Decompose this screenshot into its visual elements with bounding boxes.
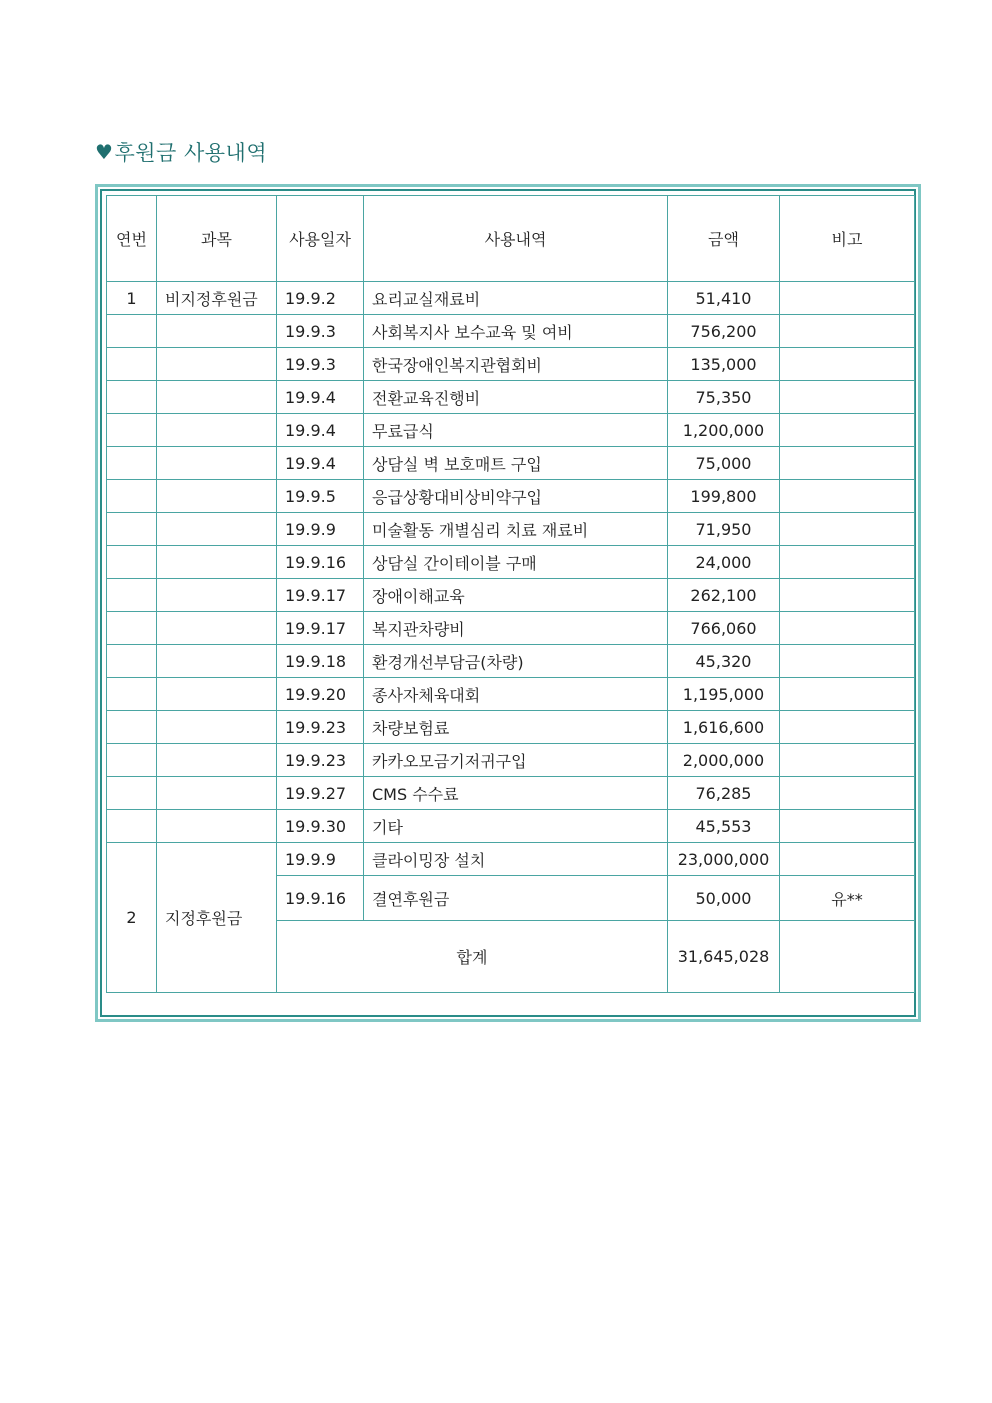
row-note [780,843,915,876]
row-desc: CMS 수수료 [364,777,668,810]
row-note [780,447,915,480]
row-subject-empty [157,810,277,843]
table-row [107,678,915,711]
heart-icon: ♥ [95,140,114,164]
row-date: 19.9.23 [277,744,364,777]
row-no-empty [107,447,157,480]
row-subject: 지정후원금 [157,843,277,993]
header-row [107,196,915,282]
header-desc: 사용내역 [364,196,668,282]
row-subject-empty [157,612,277,645]
row-no-empty [107,711,157,744]
row-note [780,612,915,645]
row-no-empty [107,678,157,711]
row-subject-empty [157,579,277,612]
row-no-empty [107,315,157,348]
row-amount: 76,285 [668,777,780,810]
row-note [780,645,915,678]
row-subject: 비지정후원금 [157,282,277,315]
row-date: 19.9.2 [277,282,364,315]
table-row [107,282,915,315]
table-row [107,810,915,843]
row-desc: 결연후원금 [364,876,668,921]
row-date: 19.9.9 [277,843,364,876]
row-note [780,810,915,843]
row-desc: 미술활동 개별심리 치료 재료비 [364,513,668,546]
table-row [107,381,915,414]
table-row [107,645,915,678]
row-amount: 75,000 [668,447,780,480]
table-row [107,546,915,579]
row-subject-empty [157,480,277,513]
row-no-empty [107,810,157,843]
row-desc: 종사자체육대회 [364,678,668,711]
row-amount: 45,320 [668,645,780,678]
row-subject-empty [157,678,277,711]
row-date: 19.9.4 [277,414,364,447]
row-no: 2 [107,843,157,993]
row-subject-empty [157,711,277,744]
row-desc: 기타 [364,810,668,843]
row-subject-empty [157,645,277,678]
row-note [780,480,915,513]
row-date: 19.9.5 [277,480,364,513]
row-note [780,381,915,414]
row-no-empty [107,645,157,678]
page-title [95,137,267,167]
table-row [107,579,915,612]
row-amount: 75,350 [668,381,780,414]
row-amount: 23,000,000 [668,843,780,876]
table-row [107,843,915,876]
row-desc: 상담실 간이테이블 구매 [364,546,668,579]
row-no-empty [107,513,157,546]
total-label: 합계 [277,921,668,993]
table-row [107,612,915,645]
row-no-empty [107,381,157,414]
row-subject-empty [157,381,277,414]
table-row [107,315,915,348]
table-row [107,348,915,381]
row-subject-empty [157,777,277,810]
row-date: 19.9.4 [277,381,364,414]
row-date: 19.9.16 [277,876,364,921]
row-desc: 복지관차량비 [364,612,668,645]
row-desc: 사회복지사 보수교육 및 여비 [364,315,668,348]
header-subject: 과목 [157,196,277,282]
row-note [780,282,915,315]
row-no-empty [107,777,157,810]
row-desc: 요리교실재료비 [364,282,668,315]
row-note [780,348,915,381]
header-no: 연번 [107,196,157,282]
row-date: 19.9.4 [277,447,364,480]
row-no-empty [107,348,157,381]
row-amount: 135,000 [668,348,780,381]
row-desc: 응급상황대비상비약구입 [364,480,668,513]
row-note [780,579,915,612]
row-no: 1 [107,282,157,315]
row-date: 19.9.30 [277,810,364,843]
donation-usage-table [106,195,915,993]
table-row [107,711,915,744]
row-amount: 2,000,000 [668,744,780,777]
table-row [107,447,915,480]
table-row [107,480,915,513]
row-desc: 한국장애인복지관협회비 [364,348,668,381]
header-note: 비고 [780,196,915,282]
row-note [780,414,915,447]
row-subject-empty [157,414,277,447]
header-amount: 금액 [668,196,780,282]
table-row [107,513,915,546]
row-date: 19.9.9 [277,513,364,546]
row-no-empty [107,579,157,612]
row-desc: 차량보험료 [364,711,668,744]
total-note-empty [780,921,915,993]
table-row [107,414,915,447]
row-amount: 262,100 [668,579,780,612]
table-row [107,777,915,810]
header-date: 사용일자 [277,196,364,282]
row-no-empty [107,546,157,579]
table-body [107,282,915,993]
row-subject-empty [157,348,277,381]
row-amount: 1,616,600 [668,711,780,744]
row-note [780,546,915,579]
row-date: 19.9.27 [277,777,364,810]
row-note [780,513,915,546]
row-desc: 환경개선부담금(차량) [364,645,668,678]
row-desc: 전환교육진행비 [364,381,668,414]
row-amount: 71,950 [668,513,780,546]
total-amount: 31,645,028 [668,921,780,993]
row-no-empty [107,612,157,645]
row-note: 유** [780,876,915,921]
row-desc: 무료급식 [364,414,668,447]
table-row [107,744,915,777]
row-date: 19.9.18 [277,645,364,678]
row-date: 19.9.17 [277,579,364,612]
row-no-empty [107,744,157,777]
row-amount: 1,200,000 [668,414,780,447]
row-date: 19.9.3 [277,348,364,381]
row-amount: 199,800 [668,480,780,513]
row-desc: 클라이밍장 설치 [364,843,668,876]
row-note [780,744,915,777]
row-subject-empty [157,315,277,348]
row-date: 19.9.3 [277,315,364,348]
row-amount: 51,410 [668,282,780,315]
row-no-empty [107,480,157,513]
table-frame [95,184,921,1022]
row-no-empty [107,414,157,447]
row-note [780,777,915,810]
row-amount: 766,060 [668,612,780,645]
row-desc: 상담실 벽 보호매트 구입 [364,447,668,480]
row-date: 19.9.23 [277,711,364,744]
row-date: 19.9.20 [277,678,364,711]
row-amount: 1,195,000 [668,678,780,711]
row-note [780,315,915,348]
row-date: 19.9.17 [277,612,364,645]
row-amount: 45,553 [668,810,780,843]
row-amount: 756,200 [668,315,780,348]
row-subject-empty [157,546,277,579]
row-date: 19.9.16 [277,546,364,579]
row-subject-empty [157,513,277,546]
row-subject-empty [157,447,277,480]
row-amount: 24,000 [668,546,780,579]
row-subject-empty [157,744,277,777]
row-desc: 장애이해교육 [364,579,668,612]
page-title-text: 후원금 사용내역 [114,141,268,165]
row-desc: 카카오모금기저귀구입 [364,744,668,777]
row-note [780,678,915,711]
row-note [780,711,915,744]
row-amount: 50,000 [668,876,780,921]
